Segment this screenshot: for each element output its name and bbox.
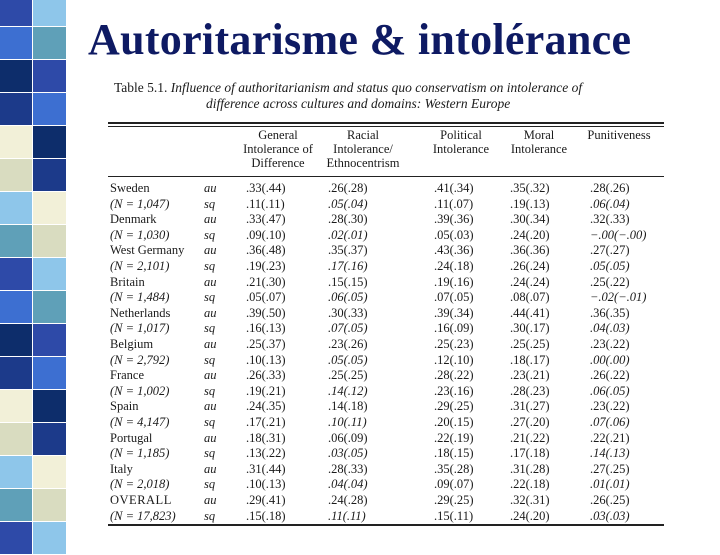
row-scale: sq (204, 227, 216, 242)
row-value: .17(.16) (328, 259, 368, 273)
row-country: (N = 1,002) (110, 383, 170, 398)
row-scale: au (204, 181, 217, 195)
decorative-square (0, 0, 33, 27)
row-country: (N = 2,018) (110, 477, 170, 492)
column-header-line: Punitiveness (587, 128, 651, 142)
top-rule-thin (108, 126, 664, 127)
row-value: .28(.33) (328, 461, 368, 476)
row-value: .31(.27) (510, 399, 550, 414)
table-row (108, 398, 664, 414)
row-country: Belgium (110, 337, 154, 351)
row-value: .19(.23) (246, 259, 286, 273)
row-scale: sq (204, 477, 216, 492)
row-value: .10(.13) (246, 352, 286, 367)
row-value: .31(.44) (246, 461, 286, 476)
row-scale: sq (204, 321, 216, 336)
row-value: .19(.16) (434, 274, 474, 289)
decorative-square (33, 390, 66, 423)
decorative-square (0, 423, 33, 456)
table-row (108, 242, 664, 258)
row-country: Netherlands (110, 305, 171, 320)
table-row (108, 211, 664, 227)
row-country: West Germany (110, 243, 185, 258)
row-value: .18(.15) (434, 446, 474, 461)
row-scale: au (204, 212, 217, 227)
row-scale: au (204, 493, 217, 507)
decorative-square (0, 159, 33, 192)
row-value: .25(.37) (246, 337, 286, 351)
row-value: .30(.34) (510, 212, 550, 227)
row-value: .24(.35) (246, 399, 286, 414)
row-value: .29(.25) (434, 399, 474, 414)
column-header-3 (422, 128, 500, 156)
row-country: Italy (110, 461, 133, 476)
row-value: .02(.01) (328, 227, 368, 242)
row-value: .14(.13) (590, 446, 630, 461)
row-value: .24(.20) (510, 227, 550, 242)
row-value: .20(.15) (434, 415, 474, 429)
row-value: .39(.50) (246, 305, 286, 320)
row-value: .44(.41) (510, 305, 550, 320)
row-value: .28(.22) (434, 368, 474, 383)
row-value: .30(.33) (328, 305, 368, 320)
table-label: Table 5.1. (114, 80, 168, 95)
row-country: Sweden (110, 181, 150, 195)
row-value: .07(.05) (434, 290, 474, 305)
row-scale: sq (204, 196, 216, 211)
column-header-line: Ethnocentrism (326, 156, 400, 170)
row-value: .05(.05) (590, 259, 630, 273)
row-value: .19(.21) (246, 383, 286, 398)
row-value: .09(.10) (246, 227, 286, 242)
column-header-line: Intolerance (432, 142, 490, 156)
row-value: .26(.33) (246, 368, 286, 383)
row-value: .03(.03) (590, 508, 630, 523)
column-header-line: Intolerance of (243, 142, 313, 156)
row-value: .28(.26) (590, 181, 630, 195)
table-row (108, 320, 664, 336)
row-scale: au (204, 399, 217, 414)
row-scale: sq (204, 259, 216, 273)
decorative-square (33, 423, 66, 456)
row-value: .33(.44) (246, 181, 286, 195)
decorative-square (0, 27, 33, 60)
row-country: Britain (110, 274, 145, 289)
column-header-line: Intolerance (510, 142, 568, 156)
row-country: (N = 1,030) (110, 227, 170, 242)
row-scale: au (204, 430, 217, 445)
row-value: .35(.28) (434, 461, 474, 476)
row-scale: sq (204, 290, 216, 305)
decorative-square (0, 456, 33, 489)
row-value: .24(.28) (328, 493, 368, 507)
decorative-square (33, 258, 66, 291)
row-value: .11(.11) (328, 508, 366, 523)
top-rule (108, 122, 664, 124)
row-country: France (110, 368, 145, 383)
table-row (108, 258, 664, 274)
decorative-square (33, 291, 66, 324)
table-row (108, 196, 664, 212)
row-value: .39(.36) (434, 212, 474, 227)
row-value: .24(.18) (434, 259, 474, 273)
decorative-square (33, 522, 66, 555)
row-value: .27(.27) (590, 243, 630, 258)
row-country: Spain (110, 399, 139, 414)
row-scale: sq (204, 415, 216, 429)
table-row (108, 461, 664, 477)
row-value: .00(.00) (590, 352, 630, 367)
row-country: (N = 2,792) (110, 352, 170, 367)
column-header-1 (228, 128, 328, 170)
row-value: .24(.20) (510, 508, 550, 523)
row-value: .10(.13) (246, 477, 286, 492)
row-value: .14(.12) (328, 383, 368, 398)
decorative-square (33, 126, 66, 159)
row-value: .39(.34) (434, 305, 474, 320)
row-value: .32(.31) (510, 493, 550, 507)
table-row (108, 336, 664, 352)
row-value: .18(.17) (510, 352, 550, 367)
row-value: .22(.19) (434, 430, 474, 445)
row-value: .06(.05) (328, 290, 368, 305)
row-country: Denmark (110, 212, 157, 227)
table-row (108, 289, 664, 305)
table-row (108, 274, 664, 290)
row-scale: au (204, 337, 217, 351)
column-header-line: General (258, 128, 298, 142)
caption-line-2: difference across cultures and domains: Western Europe (206, 96, 511, 111)
row-value: .27(.25) (590, 461, 630, 476)
row-value: .13(.22) (246, 446, 286, 461)
decorative-square (33, 0, 66, 27)
table-row (108, 227, 664, 243)
row-scale: sq (204, 508, 216, 523)
decorative-square (0, 324, 33, 357)
row-scale: au (204, 274, 217, 289)
table-caption (114, 80, 583, 111)
row-value: .07(.06) (590, 415, 630, 429)
column-header-line: Racial (347, 128, 379, 142)
row-value: .32(.33) (590, 212, 630, 227)
row-value: .25(.25) (328, 368, 368, 383)
table-row (108, 445, 664, 461)
row-country: OVERALL (110, 493, 172, 507)
column-header-line: Moral (523, 128, 555, 142)
row-value: .35(.32) (510, 181, 550, 195)
row-value: .18(.31) (246, 430, 286, 445)
slide-title: Autoritarisme & intolérance (88, 15, 632, 64)
decorative-square (33, 225, 66, 258)
row-value: .27(.20) (510, 415, 550, 429)
decorative-square (0, 225, 33, 258)
row-value: .08(.07) (510, 290, 550, 305)
row-value: .05(.05) (328, 352, 368, 367)
row-value: −.00(−.00) (590, 227, 647, 242)
row-scale: sq (204, 383, 216, 398)
row-value: .09(.07) (434, 477, 474, 492)
row-country: Portugal (110, 430, 153, 445)
row-value: .16(.09) (434, 321, 474, 336)
row-value: .29(.41) (246, 493, 286, 507)
row-country: (N = 2,101) (110, 259, 170, 273)
row-scale: au (204, 461, 217, 476)
row-value: .26(.25) (590, 493, 630, 507)
row-value: −.02(−.01) (590, 290, 647, 305)
row-value: .26(.24) (510, 259, 550, 273)
decorative-square (0, 522, 33, 555)
row-value: .28(.30) (328, 212, 368, 227)
row-value: .06(.05) (590, 383, 630, 398)
row-value: .17(.21) (246, 415, 286, 429)
row-value: .21(.30) (246, 274, 286, 289)
table-row (108, 180, 664, 196)
row-country: (N = 1,185) (110, 446, 170, 461)
column-header-4 (500, 128, 578, 156)
table-row (108, 508, 664, 524)
table-row (108, 476, 664, 492)
row-value: .21(.22) (510, 430, 550, 445)
row-value: .06(.09) (328, 430, 368, 445)
decorative-square (0, 390, 33, 423)
decorative-square (33, 60, 66, 93)
table-row (108, 414, 664, 430)
row-value: .14(.18) (328, 399, 368, 414)
row-value: .26(.22) (590, 368, 630, 383)
table-row (108, 430, 664, 446)
row-value: .16(.13) (246, 321, 286, 336)
row-scale: sq (204, 352, 216, 367)
decorative-square (0, 192, 33, 225)
header-rule (108, 176, 664, 177)
row-value: .33(.47) (246, 212, 286, 227)
row-value: .31(.28) (510, 461, 550, 476)
row-value: .05(.04) (328, 196, 368, 211)
row-value: .10(.11) (328, 415, 367, 429)
column-header-line: Political (440, 128, 482, 142)
row-scale: au (204, 243, 217, 258)
row-value: .23(.22) (590, 399, 630, 414)
row-value: .43(.36) (434, 243, 474, 258)
row-value: .22(.21) (590, 430, 630, 445)
row-value: .15(.11) (434, 508, 474, 523)
row-value: .17(.18) (510, 446, 550, 461)
row-value: .04(.04) (328, 477, 368, 492)
column-header-line: Intolerance/ (333, 142, 393, 156)
table-row (108, 352, 664, 368)
row-value: .15(.18) (246, 508, 286, 523)
row-country: (N = 1,047) (110, 196, 170, 211)
row-country: (N = 17,823) (110, 508, 176, 523)
scanned-table (104, 76, 670, 532)
row-value: .05(.07) (246, 290, 286, 305)
decorative-square (33, 27, 66, 60)
table-row (108, 383, 664, 399)
row-value: .19(.13) (510, 196, 550, 211)
caption-line-1: Influence of authoritarianism and status quo conservatism on intolerance of (170, 80, 583, 95)
decorative-square (33, 357, 66, 390)
row-country: (N = 1,484) (110, 290, 170, 305)
decorative-square (33, 192, 66, 225)
column-header-5 (574, 128, 664, 142)
row-value: .12(.10) (434, 352, 474, 367)
table-row (108, 305, 664, 321)
row-value: .04(.03) (590, 321, 630, 336)
row-value: .11(.07) (434, 196, 474, 211)
column-header-2 (314, 128, 412, 170)
decorative-square (0, 291, 33, 324)
row-value: .36(.35) (590, 305, 630, 320)
row-value: .25(.22) (590, 274, 630, 289)
decorative-square (33, 489, 66, 522)
row-value: .15(.15) (328, 274, 368, 289)
decorative-square (0, 93, 33, 126)
row-scale: au (204, 368, 217, 383)
decorative-square (33, 159, 66, 192)
row-value: .25(.25) (510, 337, 550, 351)
row-value: .30(.17) (510, 321, 550, 336)
row-value: .36(.48) (246, 243, 286, 258)
row-value: .24(.24) (510, 274, 550, 289)
row-value: .23(.16) (434, 383, 474, 398)
decorative-square (0, 258, 33, 291)
row-value: .23(.26) (328, 337, 368, 351)
decorative-square (0, 126, 33, 159)
row-country: (N = 4,147) (110, 415, 170, 429)
decorative-square (33, 324, 66, 357)
row-country: (N = 1,017) (110, 321, 170, 336)
decorative-square (33, 456, 66, 489)
row-value: .23(.22) (590, 337, 630, 351)
row-value: .05(.03) (434, 227, 474, 242)
row-value: .36(.36) (510, 243, 550, 258)
row-value: .07(.05) (328, 321, 368, 336)
row-value: .22(.18) (510, 477, 550, 492)
row-value: .28(.23) (510, 383, 550, 398)
row-scale: sq (204, 446, 216, 461)
decorative-square (0, 489, 33, 522)
table-row (108, 492, 664, 508)
decorative-square (0, 357, 33, 390)
row-value: .11(.11) (246, 196, 285, 211)
row-value: .23(.21) (510, 368, 550, 383)
table-row (108, 367, 664, 383)
row-value: .35(.37) (328, 243, 368, 258)
bottom-rule (108, 524, 664, 526)
decorative-square-strip (0, 0, 66, 540)
decorative-square (0, 60, 33, 93)
row-scale: au (204, 305, 217, 320)
row-value: .29(.25) (434, 493, 474, 507)
column-header-line: Difference (251, 156, 305, 170)
row-value: .01(.01) (590, 477, 630, 492)
row-value: .41(.34) (434, 181, 474, 195)
row-value: .03(.05) (328, 446, 368, 461)
row-value: .26(.28) (328, 181, 368, 195)
row-value: .06(.04) (590, 196, 630, 211)
row-value: .25(.23) (434, 337, 474, 351)
decorative-square (33, 93, 66, 126)
